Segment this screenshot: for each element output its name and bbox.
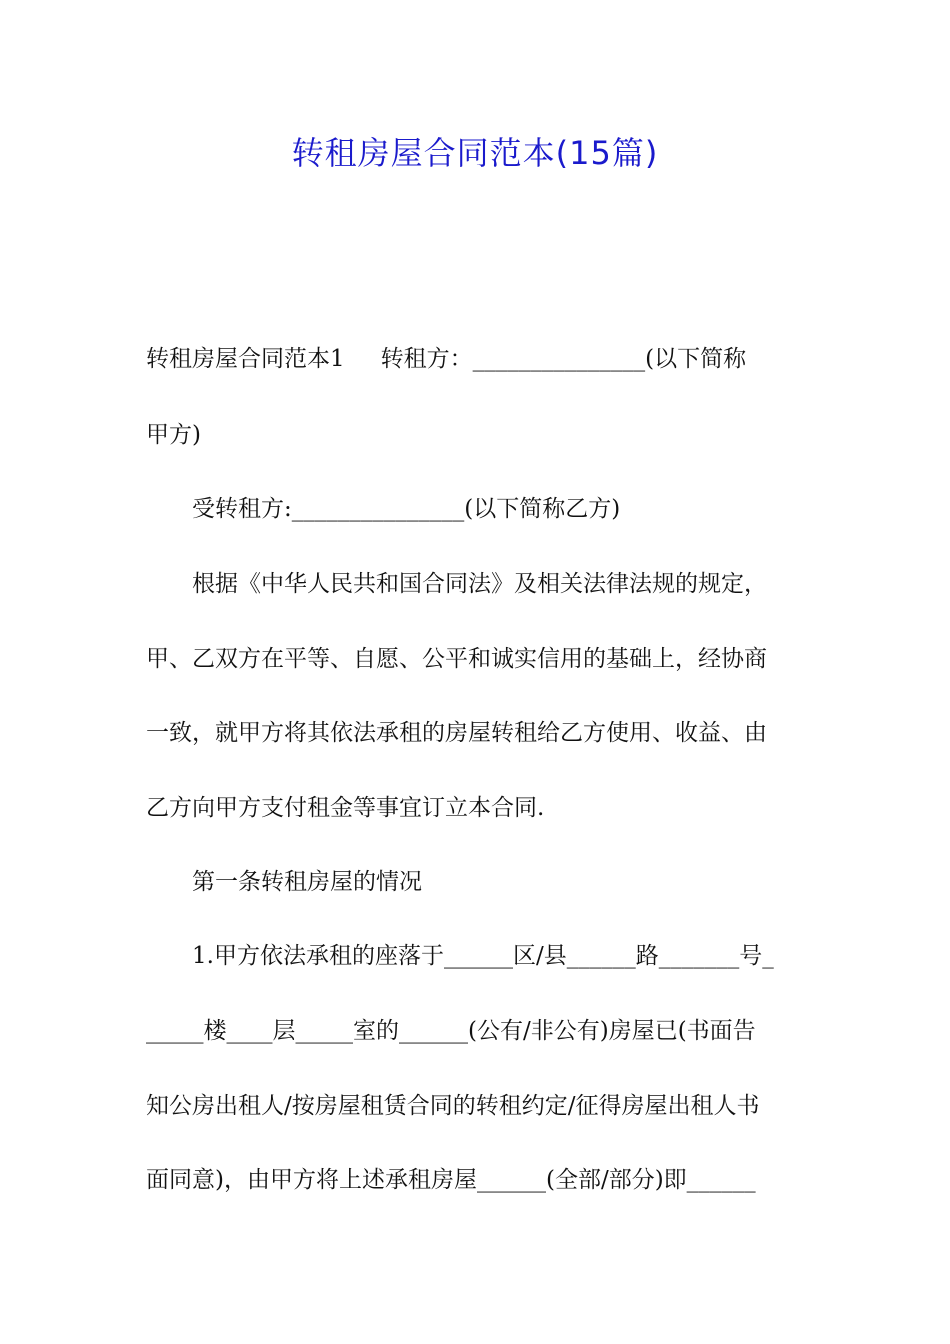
paragraph-line: _____楼____层_____室的______(公有/非公有)房屋已(书面告 <box>146 1018 756 1044</box>
section-heading: 第一条转租房屋的情况 <box>192 869 422 895</box>
document-title: 转租房屋合同范本(15篇) <box>291 134 659 172</box>
paragraph-line: 面同意)，由甲方将上述承租房屋______(全部/部分)即______ <box>146 1167 756 1193</box>
paragraph-line: 乙方向甲方支付租金等事宜订立本合同. <box>146 795 545 821</box>
paragraph-line: 根据《中华人民共和国合同法》及相关法律法规的规定， <box>192 571 767 597</box>
paragraph-line: 1.甲方依法承租的座落于______区/县______路_______号_ <box>192 943 774 969</box>
paragraph-line <box>146 344 816 374</box>
paragraph-line: 受转租方:_______________(以下简称乙方) <box>192 496 621 522</box>
paragraph-line: 甲、乙双方在平等、自愿、公平和诚实信用的基础上，经协商 <box>146 646 767 672</box>
sublessor-label: 转租方：_______________(以下简称 <box>380 346 747 372</box>
contract-number-label: 转租房屋合同范本1 <box>146 346 345 372</box>
paragraph-line: 知公房出租人/按房屋租赁合同的转租约定/征得房屋出租人书 <box>146 1093 760 1119</box>
paragraph-line: 一致，就甲方将其依法承租的房屋转租给乙方使用、收益、由 <box>146 720 767 746</box>
paragraph-line: 甲方) <box>146 422 201 448</box>
